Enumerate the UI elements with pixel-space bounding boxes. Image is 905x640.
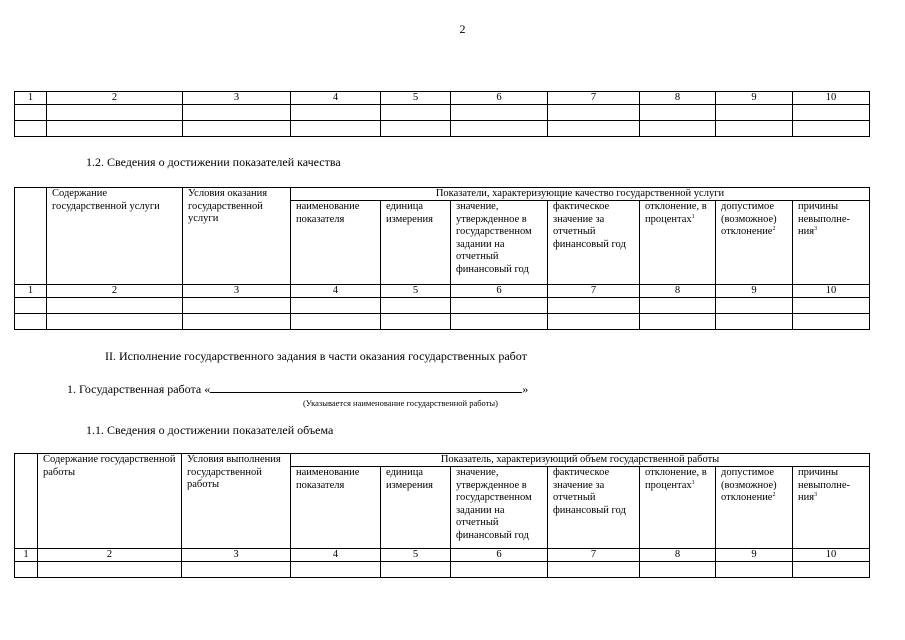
empty-cell[interactable] bbox=[381, 298, 451, 314]
empty-cell[interactable] bbox=[640, 105, 716, 121]
header-cell-empty bbox=[15, 454, 38, 549]
column-number: 7 bbox=[548, 549, 640, 562]
header-unit: единица измерения bbox=[381, 201, 451, 285]
column-number: 4 bbox=[291, 92, 381, 105]
empty-cell[interactable] bbox=[793, 314, 870, 330]
header-group: Показатели, характеризующие качество государственной услуги bbox=[291, 188, 870, 201]
work-name-hint: (Указывается наименование государственной работы) bbox=[303, 398, 498, 408]
table-row bbox=[15, 549, 870, 562]
empty-cell[interactable] bbox=[793, 105, 870, 121]
empty-cell[interactable] bbox=[15, 105, 47, 121]
header-reasons bbox=[793, 201, 870, 285]
column-number: 8 bbox=[640, 549, 716, 562]
work-name-blank[interactable] bbox=[210, 381, 522, 393]
column-number: 5 bbox=[381, 285, 451, 298]
header-allowed-deviation bbox=[716, 201, 793, 285]
header-actual-value: фактическое значение за отчетный финансовый год bbox=[548, 467, 640, 549]
empty-cell[interactable] bbox=[291, 121, 381, 137]
column-number: 9 bbox=[716, 285, 793, 298]
column-number: 7 bbox=[548, 92, 640, 105]
column-number: 10 bbox=[793, 92, 870, 105]
header-cell-empty bbox=[15, 188, 47, 285]
empty-cell[interactable] bbox=[47, 121, 183, 137]
column-number: 6 bbox=[451, 549, 548, 562]
header-deviation bbox=[640, 201, 716, 285]
table-row bbox=[15, 314, 870, 330]
empty-cell[interactable] bbox=[793, 562, 870, 578]
header-unit: единица измерения bbox=[381, 467, 451, 549]
header-allowed-deviation bbox=[716, 467, 793, 549]
empty-cell[interactable] bbox=[640, 121, 716, 137]
empty-cell[interactable] bbox=[716, 314, 793, 330]
empty-cell[interactable] bbox=[15, 121, 47, 137]
empty-cell[interactable] bbox=[47, 298, 183, 314]
header-allowed-text: допустимое (возможное) отклонение bbox=[721, 201, 777, 238]
column-number: 2 bbox=[38, 549, 182, 562]
empty-cell[interactable] bbox=[716, 121, 793, 137]
column-number: 1 bbox=[15, 549, 38, 562]
empty-cell[interactable] bbox=[793, 298, 870, 314]
empty-cell[interactable] bbox=[291, 562, 381, 578]
work-suffix: » bbox=[522, 382, 529, 396]
header-content: Содержание государственной услуги bbox=[47, 188, 183, 285]
header-allowed-text: допустимое (возможное) отклонение bbox=[721, 467, 777, 504]
empty-cell[interactable] bbox=[15, 298, 47, 314]
empty-cell[interactable] bbox=[451, 121, 548, 137]
table-row bbox=[15, 298, 870, 314]
empty-cell[interactable] bbox=[182, 562, 291, 578]
header-deviation-text: отклонение, в процентах bbox=[645, 201, 707, 225]
section-two-title: II. Исполнение государственного задания в части оказания государственных работ bbox=[105, 349, 527, 363]
table-row bbox=[15, 121, 870, 137]
table-row bbox=[15, 562, 870, 578]
footnote-mark: 1 bbox=[691, 213, 695, 220]
column-number: 3 bbox=[183, 285, 291, 298]
page-number: 2 bbox=[459, 22, 466, 36]
column-number: 4 bbox=[291, 549, 381, 562]
empty-cell[interactable] bbox=[291, 298, 381, 314]
header-reasons-text: причины невыполне-ния bbox=[798, 201, 851, 238]
table-row bbox=[15, 105, 870, 121]
footnote-mark: 1 bbox=[691, 479, 695, 486]
header-deviation bbox=[640, 467, 716, 549]
header-content: Содержание государственной работы bbox=[38, 454, 182, 549]
quality-section-title: 1.2. Сведения о достижении показателей качества bbox=[86, 155, 341, 169]
continued-table bbox=[14, 91, 870, 137]
empty-cell[interactable] bbox=[183, 105, 291, 121]
volume-table bbox=[14, 453, 870, 578]
empty-cell[interactable] bbox=[47, 314, 183, 330]
column-number: 8 bbox=[640, 285, 716, 298]
empty-cell[interactable] bbox=[548, 298, 640, 314]
header-conditions: Условия оказания государственной услуги bbox=[183, 188, 291, 285]
work-prefix: 1. Государственная работа « bbox=[67, 382, 211, 396]
table-header-row bbox=[15, 454, 870, 467]
column-number: 3 bbox=[182, 549, 291, 562]
empty-cell[interactable] bbox=[183, 314, 291, 330]
empty-cell[interactable] bbox=[716, 562, 793, 578]
empty-cell[interactable] bbox=[381, 562, 451, 578]
column-number: 10 bbox=[793, 549, 870, 562]
column-number: 5 bbox=[381, 549, 451, 562]
empty-cell[interactable] bbox=[183, 298, 291, 314]
empty-cell[interactable] bbox=[183, 121, 291, 137]
empty-cell[interactable] bbox=[548, 314, 640, 330]
empty-cell[interactable] bbox=[640, 298, 716, 314]
empty-cell[interactable] bbox=[548, 121, 640, 137]
column-number: 10 bbox=[793, 285, 870, 298]
column-number: 1 bbox=[15, 92, 47, 105]
column-number: 7 bbox=[548, 285, 640, 298]
footnote-mark: 2 bbox=[772, 492, 776, 499]
header-reasons bbox=[793, 467, 870, 549]
column-number: 9 bbox=[716, 549, 793, 562]
empty-cell[interactable] bbox=[716, 298, 793, 314]
empty-cell[interactable] bbox=[291, 105, 381, 121]
column-number: 8 bbox=[640, 92, 716, 105]
column-number: 6 bbox=[451, 285, 548, 298]
empty-cell[interactable] bbox=[451, 314, 548, 330]
column-number: 9 bbox=[716, 92, 793, 105]
empty-cell[interactable] bbox=[15, 314, 47, 330]
empty-cell[interactable] bbox=[640, 562, 716, 578]
header-group: Показатель, характеризующий объем государственной работы bbox=[291, 454, 870, 467]
column-number: 6 bbox=[451, 92, 548, 105]
empty-cell[interactable] bbox=[640, 314, 716, 330]
column-number: 5 bbox=[381, 92, 451, 105]
empty-cell[interactable] bbox=[38, 562, 182, 578]
empty-cell[interactable] bbox=[47, 105, 183, 121]
header-actual-value: фактическое значение за отчетный финансовый год bbox=[548, 201, 640, 285]
column-number: 2 bbox=[47, 92, 183, 105]
quality-table bbox=[14, 187, 870, 330]
header-deviation-text: отклонение, в процентах bbox=[645, 467, 707, 491]
empty-cell[interactable] bbox=[451, 562, 548, 578]
table-row bbox=[15, 285, 870, 298]
header-reasons-text: причины невыполне-ния bbox=[798, 467, 851, 504]
header-conditions: Условия выполнения государственной работы bbox=[182, 454, 291, 549]
column-number: 4 bbox=[291, 285, 381, 298]
table-header-row bbox=[15, 188, 870, 201]
header-approved-value: значение, утвержденное в государственном задании на отчетный финансовый год bbox=[451, 467, 548, 549]
empty-cell[interactable] bbox=[451, 298, 548, 314]
footnote-mark: 2 bbox=[772, 226, 776, 233]
empty-cell[interactable] bbox=[291, 314, 381, 330]
empty-cell[interactable] bbox=[793, 121, 870, 137]
column-number: 1 bbox=[15, 285, 47, 298]
empty-cell[interactable] bbox=[381, 105, 451, 121]
empty-cell[interactable] bbox=[548, 105, 640, 121]
footnote-mark: 3 bbox=[814, 492, 818, 499]
column-number: 2 bbox=[47, 285, 183, 298]
empty-cell[interactable] bbox=[381, 121, 451, 137]
table-row bbox=[15, 92, 870, 105]
header-indicator-name: наименование показателя bbox=[291, 201, 381, 285]
empty-cell[interactable] bbox=[451, 105, 548, 121]
header-indicator-name: наименование показателя bbox=[291, 467, 381, 549]
empty-cell[interactable] bbox=[548, 562, 640, 578]
column-number: 3 bbox=[183, 92, 291, 105]
empty-cell[interactable] bbox=[15, 562, 38, 578]
header-approved-value: значение, утвержденное в государственном задании на отчетный финансовый год bbox=[451, 201, 548, 285]
volume-section-title: 1.1. Сведения о достижении показателей объема bbox=[86, 423, 334, 437]
empty-cell[interactable] bbox=[381, 314, 451, 330]
footnote-mark: 3 bbox=[814, 226, 818, 233]
empty-cell[interactable] bbox=[716, 105, 793, 121]
work-name-line bbox=[67, 381, 528, 396]
